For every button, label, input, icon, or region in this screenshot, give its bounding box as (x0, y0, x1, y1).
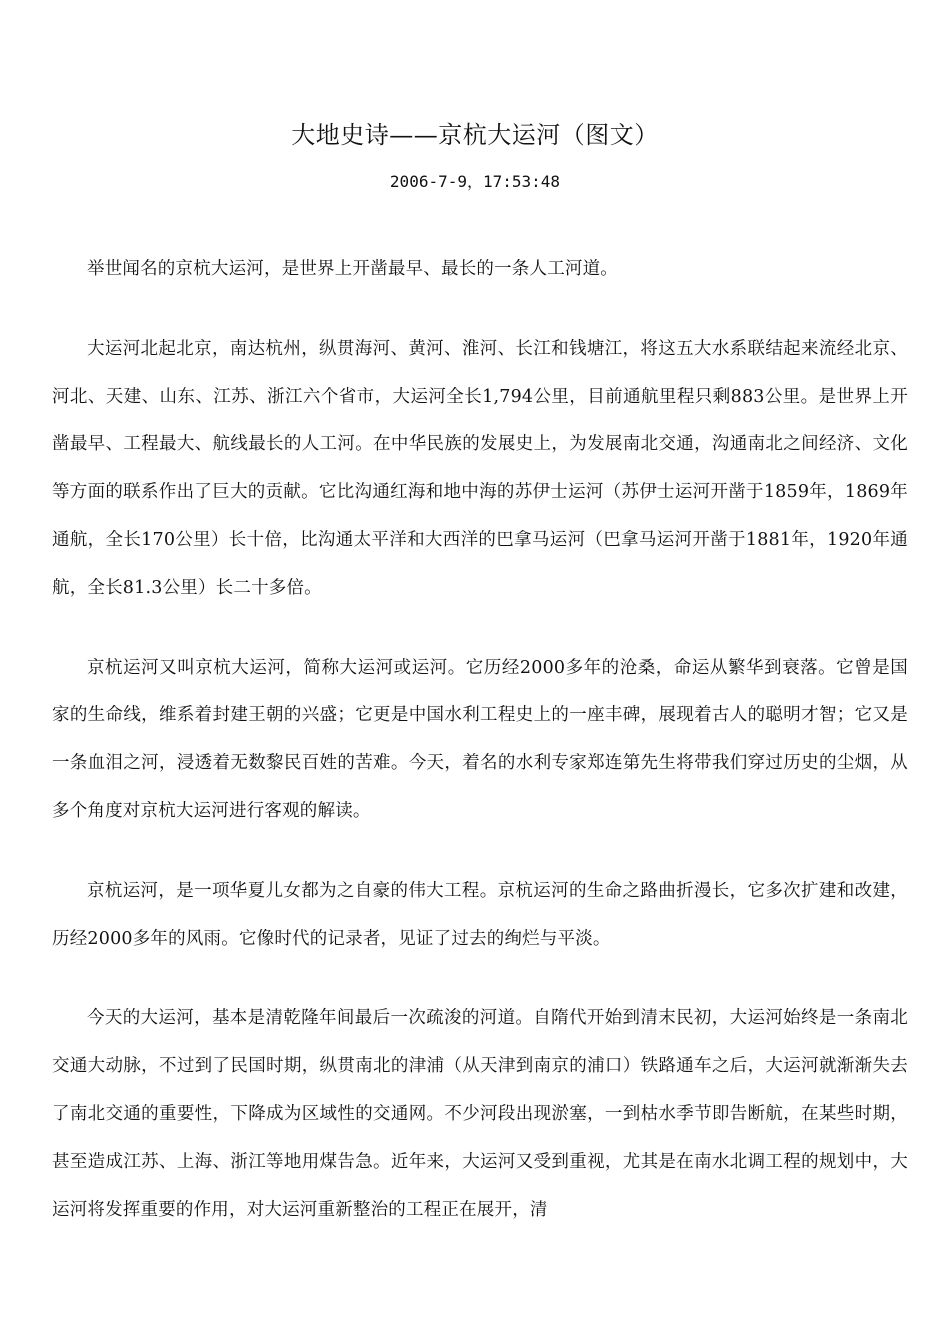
paragraph-history: 京杭运河又叫京杭大运河，简称大运河或运河。它历经2000多年的沧桑，命运从繁华到衰落。它曾是国家的生命线，维系着封建王朝的兴盛；它更是中国水利工程史上的一座丰碑，展现着古人的聪明才智；它又是一条血泪之河，浸透着无数黎民百姓的苦难。今天，着名的水利专家郑连第先生将带我们穿过历史的尘烟，从多个角度对京杭大运河进行客观的解读。 (52, 657, 908, 821)
paragraph-route-length: 大运河北起北京，南达杭州，纵贯海河、黄河、淮河、长江和钱塘江，将这五大水系联结起来流经北京、河北、天建、山东、江苏、浙江六个省市，大运河全长1,794公里，目前通航里程只剩883公里。是世界上开凿最早、工程最大、航线最长的人工河。在中华民族的发展史上，为发展南北交通，沟通南北之间经济、文化等方面的联系作出了巨大的贡献。它比沟通红海和地中海的苏伊士运河（苏伊士运河开凿于1859年，1869年通航，全长170公里）长十倍，比沟通太平洋和大西洋的巴拿马运河（巴拿马运河开凿于1881年，1920年通航，全长81.3公里）长二十多倍。 (52, 338, 908, 598)
article-datetime: 2006-7-9，17:53:48 (389, 172, 561, 191)
article-body (52, 246, 908, 1266)
paragraph-intro: 举世闻名的京杭大运河，是世界上开凿最早、最长的一条人工河道。 (87, 259, 618, 279)
article-title: 大地史诗——京杭大运河（图文） (291, 121, 659, 149)
paragraph-modern-canal: 今天的大运河，基本是清乾隆年间最后一次疏浚的河道。自隋代开始到清末民初，大运河始终是一条南北交通大动脉，不过到了民国时期，纵贯南北的津浦（从天津到南京的浦口）铁路通车之后，大运河就渐渐失去了南北交通的重要性，下降成为区域性的交通网。不少河段出现淤塞，一到枯水季节即告断航，在某些时期，甚至造成江苏、上海、浙江等地用煤告急。近年来，大运河又受到重视，尤其是在南水北调工程的规划中，大运河将发挥重要的作用，对大运河重新整治的工程正在展开，清 (52, 1008, 908, 1220)
paragraph-great-project: 京杭运河，是一项华夏儿女都为之自豪的伟大工程。京杭运河的生命之路曲折漫长，它多次扩建和改建，历经2000多年的风雨。它像时代的记录者，见证了过去的绚烂与平淡。 (52, 880, 908, 949)
